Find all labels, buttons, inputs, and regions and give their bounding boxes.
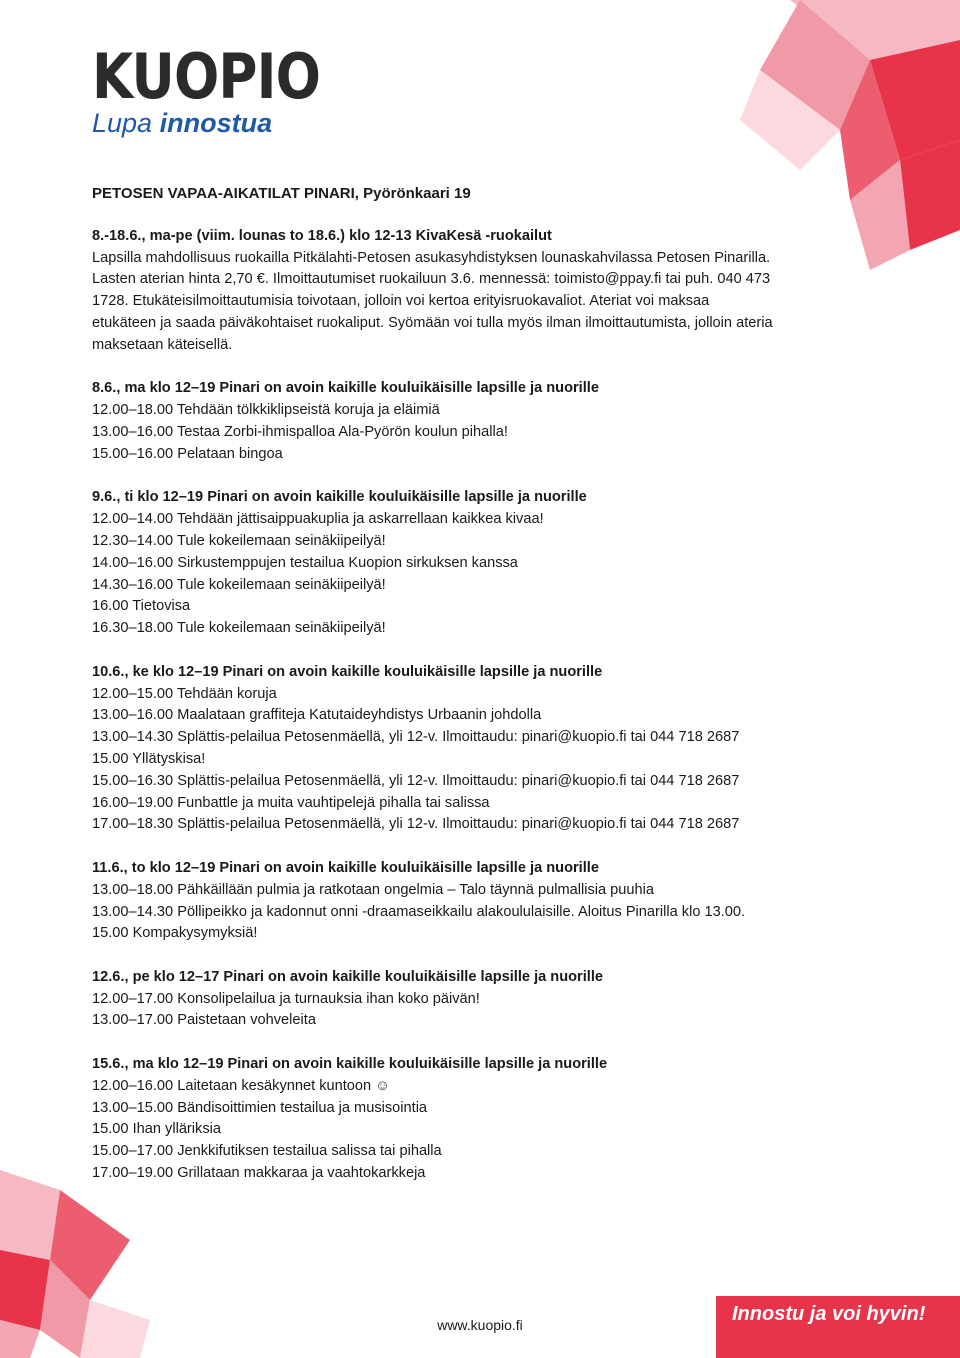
schedule-item: 16.30–18.00 Tule kokeilemaan seinäkiipeilyä! — [92, 620, 386, 637]
schedule-item: 15.00–16.30 Splättis-pelailua Petosenmäellä, yli 12-v. Ilmoittaudu: pinari@kuopio.fi tai 044 718 2687 — [92, 772, 740, 789]
day-heading: 12.6., pe klo 12–17 Pinari on avoin kaikille kouluikäisille lapsille ja nuorille — [92, 968, 604, 985]
schedule-item: 15.00 Yllätyskisa! — [92, 750, 206, 767]
schedule-item: 16.00–19.00 Funbattle ja muita vauhtipelejä pihalla tai salissa — [92, 794, 490, 811]
logo-tagline-b: innostua — [159, 108, 273, 138]
schedule-item: 13.00–17.00 Paistetaan vohveleita — [92, 1012, 316, 1029]
day-section-8-6 — [92, 378, 872, 465]
intro-line: 1728. Etukäteisilmoittautumisia toivotaan, jolloin voi kertoa erityisruokavaliot. Ateriat voi maksaa — [92, 293, 710, 310]
schedule-item: 17.00–18.30 Splättis-pelailua Petosenmäellä, yli 12-v. Ilmoittaudu: pinari@kuopio.fi tai 044 718 2687 — [92, 816, 740, 833]
schedule-item: 17.00–19.00 Grillataan makkaraa ja vaahtokarkkeja — [92, 1165, 426, 1182]
intro-line: Lapsilla mahdollisuus ruokailla Pitkälahti-Petosen asukasyhdistyksen lounaskahvilassa Petosen Pinarilla. — [92, 249, 771, 266]
footer-url[interactable]: www.kuopio.fi — [437, 1317, 523, 1333]
day-heading: 15.6., ma klo 12–19 Pinari on avoin kaikille kouluikäisille lapsille ja nuorille — [92, 1056, 608, 1073]
schedule-item: 12.00–17.00 Konsolipelailua ja turnauksia ihan koko päivän! — [92, 990, 480, 1007]
schedule-item: 13.00–16.00 Maalataan graffiteja Katutaideyhdistys Urbaanin johdolla — [92, 707, 542, 724]
logo-tagline — [92, 110, 357, 137]
day-heading: 10.6., ke klo 12–19 Pinari on avoin kaikille kouluikäisille lapsille ja nuorille — [92, 663, 603, 680]
day-heading: 11.6., to klo 12–19 Pinari on avoin kaikille kouluikäisille lapsille ja nuorille — [92, 859, 599, 876]
schedule-item: 13.00–14.30 Pöllipeikko ja kadonnut onni -draamaseikkailu alakoululaisille. Aloitus Pinarilla klo 13.00. — [92, 903, 746, 920]
schedule-item: 15.00–17.00 Jenkkifutiksen testailua salissa tai pihalla — [92, 1143, 442, 1160]
schedule-item: 12.30–14.00 Tule kokeilemaan seinäkiipeilyä! — [92, 532, 386, 549]
slogan-text: Innostu ja voi hyvin! — [732, 1303, 926, 1325]
schedule-item: 12.00–18.00 Tehdään tölkkiklipseistä koruja ja eläimiä — [92, 402, 440, 419]
document-title: PETOSEN VAPAA-AIKATILAT PINARI, Pyörönkaari 19 — [92, 185, 471, 202]
schedule-item: 12.00–14.00 Tehdään jättisaippuakuplia ja askarrellaan kaikkea kivaa! — [92, 511, 544, 528]
intro-heading: 8.-18.6., ma-pe (viim. lounas to 18.6.) klo 12-13 KivaKesä -ruokailut — [92, 227, 552, 244]
schedule-item: 14.30–16.00 Tule kokeilemaan seinäkiipeilyä! — [92, 576, 386, 593]
schedule-item: 13.00–15.00 Bändisoittimien testailua ja musisointia — [92, 1099, 428, 1116]
kuopio-logo — [92, 40, 357, 138]
schedule-item: 15.00 Kompakysymyksiä! — [92, 925, 258, 942]
logo-wordmark: KUOPIO — [92, 40, 321, 113]
day-section-12-6 — [92, 967, 872, 1032]
schedule-item: 15.00–16.00 Pelataan bingoa — [92, 445, 283, 462]
schedule-item: 13.00–18.00 Pähkäillään pulmia ja ratkotaan ongelmia – Talo täynnä pulmallisia puuhia — [92, 881, 654, 898]
schedule-item: 14.00–16.00 Sirkustemppujen testailua Kuopion sirkuksen kanssa — [92, 554, 518, 571]
day-heading: 8.6., ma klo 12–19 Pinari on avoin kaikille kouluikäisille lapsille ja nuorille — [92, 380, 599, 397]
day-section-11-6 — [92, 858, 872, 945]
document-body — [92, 183, 872, 1207]
intro-line: Lasten aterian hinta 2,70 €. Ilmoittautumiset ruokailuun 3.6. mennessä: toimisto@ppay.fi tai puh. 040 473 — [92, 271, 771, 288]
intro-section — [92, 226, 872, 357]
schedule-item: 13.00–16.00 Testaa Zorbi-ihmispalloa Ala-Pyörön koulun pihalla! — [92, 423, 508, 440]
logo-tagline-a: Lupa — [92, 108, 153, 138]
schedule-item: 16.00 Tietovisa — [92, 598, 191, 615]
day-section-15-6 — [92, 1054, 872, 1185]
day-section-9-6 — [92, 487, 872, 640]
intro-line: etukäteen ja saada päiväkohtaiset ruokaliput. Syömään voi tulla myös ilman ilmoittautumista, jolloin ateria — [92, 314, 773, 331]
schedule-item: 15.00 Ihan ylläriksia — [92, 1121, 221, 1138]
intro-line: maksetaan käteisellä. — [92, 336, 233, 353]
schedule-item: 13.00–14.30 Splättis-pelailua Petosenmäellä, yli 12-v. Ilmoittaudu: pinari@kuopio.fi tai 044 718 2687 — [92, 729, 740, 746]
schedule-item: 12.00–15.00 Tehdään koruja — [92, 685, 277, 702]
schedule-item: 12.00–16.00 Laitetaan kesäkynnet kuntoon ☺ — [92, 1077, 391, 1094]
day-section-10-6 — [92, 662, 872, 836]
day-heading: 9.6., ti klo 12–19 Pinari on avoin kaikille kouluikäisille lapsille ja nuorille — [92, 489, 587, 506]
